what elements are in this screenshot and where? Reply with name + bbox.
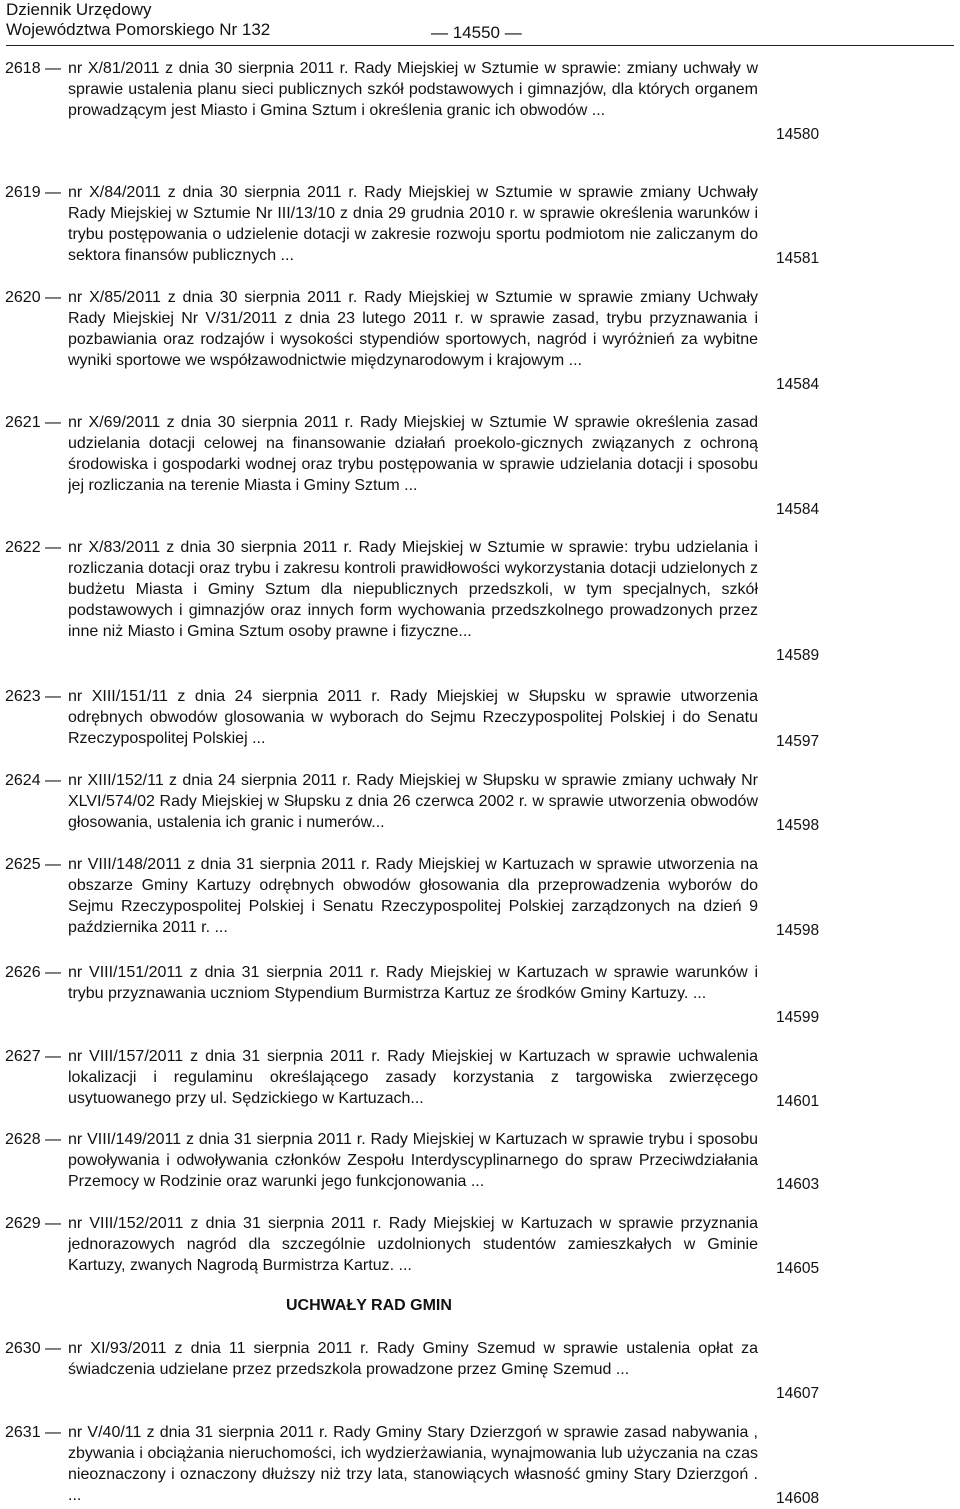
entry-title: nr X/84/2011 z dnia 30 sierpnia 2011 r. Rady Miejskiej w Sztumie w sprawie zmiany Uchwały Rady Miejskiej w Sztumie Nr III/13/10 z dnia 29 grudnia 2010 r. w sprawie określenia warunków i trybu postępowania o udzielenie dotacji w zakresie rozwoju sportu podmiotom nie zaliczanym do sektora finansów publicznych ... [68, 184, 758, 264]
publication-line-1: Dziennik Urzędowy [6, 0, 152, 19]
entry-number: 2623 — [5, 688, 62, 705]
entry-page-ref: 14607 [776, 1385, 820, 1402]
entry-title: nr XIII/152/11 z dnia 24 sierpnia 2011 r. Rady Miejskiej w Słupsku w sprawie zmiany uchwały Nr XLVI/574/02 Rady Miejskiej w Słupsku z dnia 26 czerwca 2002 r. w sprawie utworzenia obwodów głosowania, ustalenia ich granic i numerów... [68, 772, 758, 831]
entry-page-ref: 14608 [776, 1490, 820, 1507]
entry-page-ref: 14601 [776, 1093, 820, 1110]
entry-number: 2630 — [5, 1340, 62, 1357]
entry-title: nr XIII/151/11 z dnia 24 sierpnia 2011 r. Rady Miejskiej w Słupsku w sprawie utworzenia odrębnych obwodów glosowania w wyborach do Sejmu Rzeczypospolitej Polskiej i do Senatu Rzeczypospolitej Polskiej ... [68, 688, 758, 747]
entry-page-ref: 14605 [776, 1260, 820, 1277]
entry-number: 2619 — [5, 184, 62, 201]
page-number: — 14550 — [431, 23, 522, 42]
entry-number: 2625 — [5, 856, 62, 873]
entry-number: 2628 — [5, 1131, 62, 1148]
entry-number: 2631 — [5, 1424, 62, 1441]
entry-page-ref: 14584 [776, 501, 820, 518]
section-heading: UCHWAŁY RAD GMIN [286, 1297, 452, 1314]
entry-page-ref: 14581 [776, 250, 820, 267]
entry-title: nr XI/93/2011 z dnia 11 sierpnia 2011 r. Rady Gminy Szemud w sprawie ustalenia opłat za świadczenia udzielane przez przedszkola prowadzone przez Gminę Szemud ... [68, 1340, 758, 1378]
entry-title: nr VIII/151/2011 z dnia 31 sierpnia 2011 r. Rady Miejskiej w Kartuzach w sprawie warunków i trybu przyznawania uczniom Stypendium Burmistrza Kartuz ze środków Gminy Kartuzy. ... [68, 964, 758, 1002]
entry-title: nr V/40/11 z dnia 31 sierpnia 2011 r. Rady Gminy Stary Dzierzgoń w sprawie zasad nabywania , zbywania i obciążania nieruchomości, ich wydzierżawiania, wynajmowania lub użyczania na czas nieoznaczony i oznaczony dłuższy niż trzy lata, stanowiących własność gminy Stary Dzierzgoń . ... [68, 1424, 758, 1504]
entry-page-ref: 14598 [776, 817, 820, 834]
entry-page-ref: 14584 [776, 376, 820, 393]
page-header [6, 0, 956, 44]
entry-number: 2622 — [5, 539, 62, 556]
publication-line-2: Województwa Pomorskiego Nr 132 [6, 20, 271, 39]
entry-title: nr X/69/2011 z dnia 30 sierpnia 2011 r. Rady Miejskiej w Sztumie W sprawie określenia zasad udzielania dotacji celowej na finansowanie działań proekolo-gicznych związanych z ochroną środowiska i gospodarki wodnej oraz trybu postępowania w sprawie udzielania dotacji i sposobu jej rozliczania na terenie Miasta i Gminy Sztum ... [68, 414, 758, 494]
entry-number: 2627 — [5, 1048, 62, 1065]
entry-title: nr VIII/149/2011 z dnia 31 sierpnia 2011 r. Rady Miejskiej w Kartuzach w sprawie trybu i sposobu powoływania i odwoływania członków Zespołu Interdyscyplinarnego do spraw Przeciwdziałania Przemocy w Rodzinie oraz warunki jego funkcjonowania ... [68, 1131, 758, 1190]
entry-number: 2621 — [5, 414, 62, 431]
entry-title: nr X/83/2011 z dnia 30 sierpnia 2011 r. Rady Miejskiej w Sztumie w sprawie: trybu udzielania i rozliczania dotacji oraz trybu i zakresu kontroli prawidłowości wykorzystania dotacji udzielonych z budżetu Miasta i Gminy Sztum dla niepublicznych przedszkoli, w tym specjalnych, szkół podstawowych i gimnazjów oraz innych form wychowania przedszkolnego prowadzonych przez inne niż Miasto i Gmina Sztum osoby prawne i fizyczne... [68, 539, 758, 640]
entry-number: 2624 — [5, 772, 62, 789]
entry-number: 2618 — [5, 60, 62, 77]
publication-title [6, 0, 270, 40]
entry-page-ref: 14599 [776, 1009, 820, 1026]
entry-page-ref: 14580 [776, 126, 820, 143]
entry-title: nr VIII/148/2011 z dnia 31 sierpnia 2011 r. Rady Miejskiej w Kartuzach w sprawie utworzenia na obszarze Gminy Kartuzy odrębnych obwodów głosowania dla przeprowadzenia wyborów do Sejmu Rzeczypospolitej Polskiej i Senatu Rzeczypospolitej Polskiej zarządzonych na dzień 9 października 2011 r. ... [68, 856, 758, 936]
entry-page-ref: 14603 [776, 1176, 820, 1193]
entry-page-ref: 14598 [776, 922, 820, 939]
entry-page-ref: 14597 [776, 733, 820, 750]
entry-title: nr VIII/157/2011 z dnia 31 sierpnia 2011 r. Rady Miejskiej w Kartuzach w sprawie uchwalenia lokalizacji i regulaminu określającego zasady korzystania z targowiska zwierzęcego usytuowanego przy ul. Sędzickiego w Kartuzach... [68, 1048, 758, 1107]
entry-number: 2626 — [5, 964, 62, 981]
entry-title: nr X/85/2011 z dnia 30 sierpnia 2011 r. Rady Miejskiej w Sztumie w sprawie zmiany Uchwały Rady Miejskiej Nr V/31/2011 z dnia 23 lutego 2011 r. w sprawie zasad, trybu przyznawania i pozbawiania oraz rodzajów i wysokości stypendiów sportowych, nagród i wyróżnień za wybitne wyniki sportowe we współzawodnictwie międzynarodowym i krajowym ... [68, 289, 758, 369]
header-rule [6, 45, 954, 46]
entry-title: nr VIII/152/2011 z dnia 31 sierpnia 2011 r. Rady Miejskiej w Kartuzach w sprawie przyznania jednorazowych nagród dla szczególnie uzdolnionych studentów zamieszkałych w Gminie Kartuzy, zwanych Nagrodą Burmistrza Kartuz. ... [68, 1215, 758, 1274]
entry-number: 2620 — [5, 289, 62, 306]
entry-page-ref: 14589 [776, 647, 820, 664]
entry-number: 2629 — [5, 1215, 62, 1232]
entry-title: nr X/81/2011 z dnia 30 sierpnia 2011 r. Rady Miejskiej w Sztumie w sprawie: zmiany uchwały w sprawie ustalenia planu sieci publicznych szkół podstawowych i gimnazjów, dla których organem prowadzącym jest Miasto i Gmina Sztum i określenia granic ich obwodów ... [68, 60, 758, 119]
